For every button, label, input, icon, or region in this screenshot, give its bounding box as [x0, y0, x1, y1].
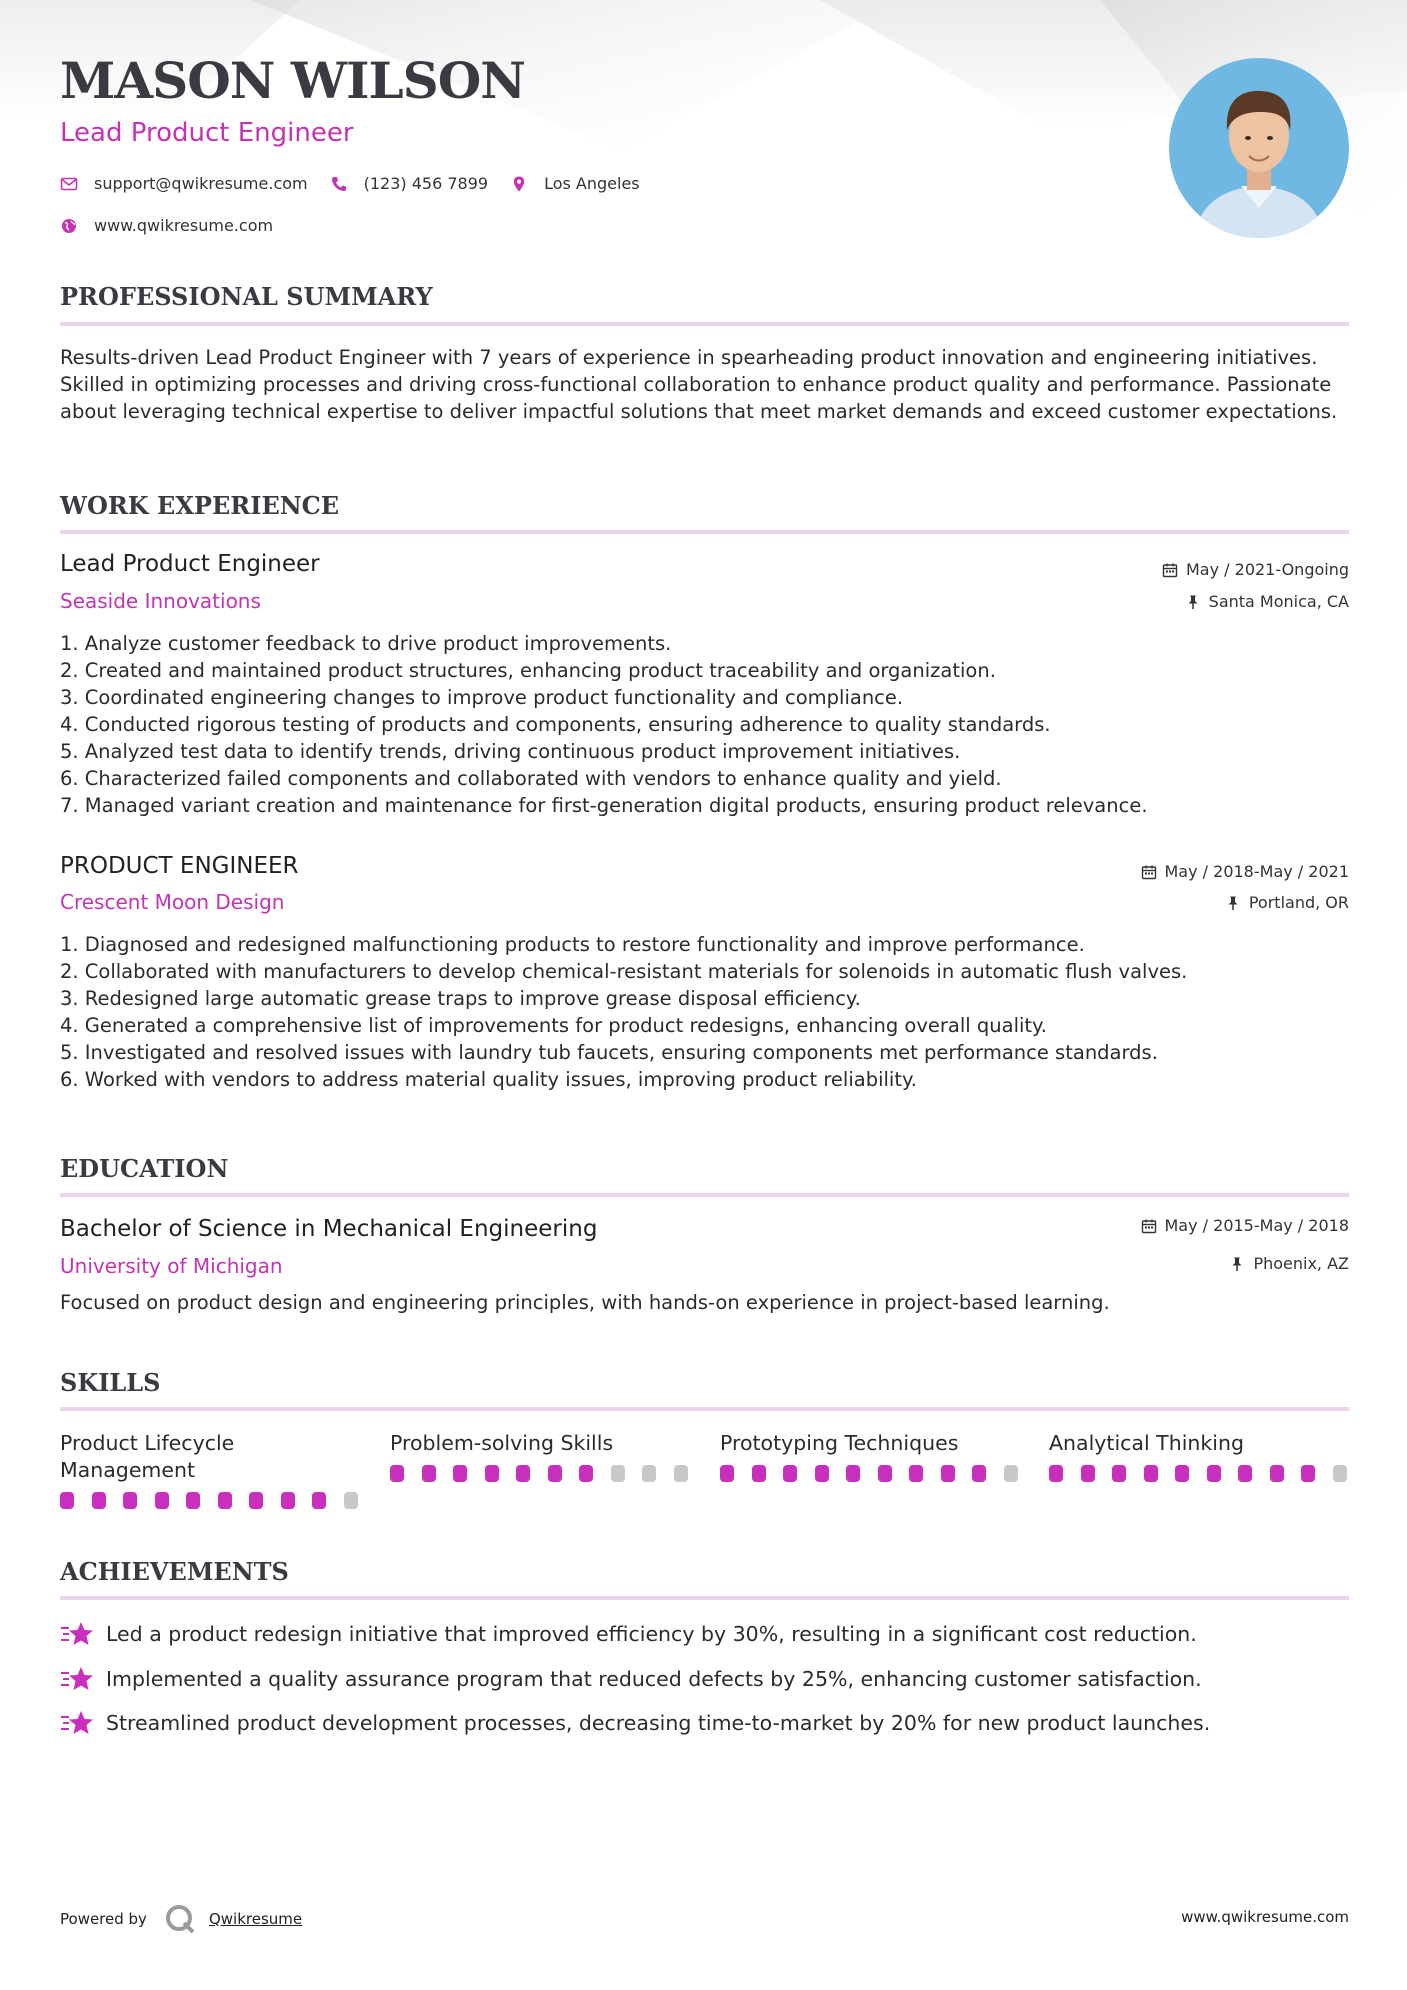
- skill-rating: [390, 1465, 705, 1482]
- education-location: [1229, 1256, 1349, 1272]
- rating-dot-filled: [846, 1465, 860, 1482]
- list-item: 3. Redesigned large automatic grease traps to improve grease disposal efficiency.: [60, 987, 861, 1010]
- rating-dot-filled: [815, 1465, 829, 1482]
- rating-dot-filled: [909, 1465, 923, 1482]
- phone-text: (123) 456 7899: [363, 174, 489, 193]
- job-dates: [1162, 562, 1349, 578]
- star-icon: [60, 1620, 94, 1648]
- job-location-text: Santa Monica, CA: [1208, 592, 1349, 611]
- job-title: Lead Product Engineer: [60, 551, 320, 577]
- education-dates-text: May / 2015-May / 2018: [1164, 1216, 1349, 1235]
- star-icon: [60, 1709, 94, 1737]
- education-location-text: Phoenix, AZ: [1253, 1254, 1349, 1273]
- qwikresume-logo-icon: [163, 1902, 197, 1936]
- job-dates: [1141, 864, 1350, 880]
- rating-dot-filled: [1081, 1465, 1095, 1482]
- rating-dot-filled: [972, 1465, 986, 1482]
- rating-dot-filled: [453, 1465, 467, 1482]
- rating-dot-filled: [1112, 1465, 1126, 1482]
- education-description: Focused on product design and engineering principles, with hands-on experience in project-based learning.: [60, 1291, 1110, 1314]
- rating-dot-filled: [312, 1492, 326, 1509]
- rating-dot-filled: [186, 1492, 200, 1509]
- calendar-icon: [1162, 562, 1178, 578]
- rating-dot-empty: [1004, 1465, 1018, 1482]
- education-dates: [1141, 1218, 1350, 1234]
- section-divider: [60, 1193, 1349, 1197]
- list-item: 2. Created and maintained product structures, enhancing product traceability and organization.: [60, 659, 996, 682]
- pushpin-icon: [1229, 1256, 1245, 1272]
- job-location: [1225, 895, 1349, 911]
- phone-icon: [330, 175, 348, 193]
- section-divider: [60, 322, 1349, 326]
- job-company: Seaside Innovations: [60, 589, 261, 613]
- skill-name: Problem-solving Skills: [390, 1431, 614, 1455]
- job-company: Crescent Moon Design: [60, 890, 285, 914]
- skill-item: [60, 1430, 360, 1484]
- location-text: Los Angeles: [544, 174, 640, 193]
- skill-rating: [60, 1492, 375, 1509]
- achievement-item: [60, 1620, 1197, 1648]
- list-item: 7. Managed variant creation and maintenance for first-generation digital products, ensuring product relevance.: [60, 794, 1148, 817]
- contact-website[interactable]: [60, 216, 273, 235]
- powered-by-label: Powered by: [60, 1910, 147, 1928]
- rating-dot-filled: [485, 1465, 499, 1482]
- qwikresume-link[interactable]: Qwikresume: [208, 1910, 303, 1928]
- job-location: [1185, 594, 1349, 610]
- rating-dot-empty: [674, 1465, 688, 1482]
- list-item: 6. Characterized failed components and collaborated with vendors to enhance quality and yield.: [60, 767, 1002, 790]
- section-divider: [60, 1596, 1349, 1600]
- rating-dot-filled: [752, 1465, 766, 1482]
- achievement-text: Led a product redesign initiative that improved efficiency by 30%, resulting in a significant cost reduction.: [106, 1622, 1197, 1646]
- rating-dot-filled: [1301, 1465, 1315, 1482]
- education-heading: EDUCATION: [60, 1154, 229, 1183]
- calendar-icon: [1141, 864, 1157, 880]
- footer-website[interactable]: www.qwikresume.com: [1181, 1908, 1349, 1926]
- skill-name: Analytical Thinking: [1049, 1431, 1244, 1455]
- rating-dot-filled: [249, 1492, 263, 1509]
- list-item: 5. Investigated and resolved issues with laundry tub faucets, ensuring components met performance standards.: [60, 1041, 1158, 1064]
- rating-dot-filled: [1049, 1465, 1063, 1482]
- rating-dot-empty: [642, 1465, 656, 1482]
- skill-name: Product Lifecycle Management: [60, 1431, 235, 1482]
- rating-dot-filled: [155, 1492, 169, 1509]
- pushpin-icon: [1185, 594, 1201, 610]
- website-text: www.qwikresume.com: [94, 216, 274, 235]
- achievement-item: [60, 1665, 1202, 1693]
- section-divider: [60, 1407, 1349, 1411]
- list-item: 4. Generated a comprehensive list of improvements for product redesigns, enhancing overall quality.: [60, 1014, 1048, 1037]
- rating-dot-empty: [611, 1465, 625, 1482]
- rating-dot-filled: [1175, 1465, 1189, 1482]
- section-divider: [60, 530, 1349, 534]
- rating-dot-empty: [1333, 1465, 1347, 1482]
- contact-row: [60, 174, 662, 193]
- contact-phone[interactable]: [330, 174, 488, 193]
- skill-name: Prototyping Techniques: [720, 1431, 959, 1455]
- list-item: 6. Worked with vendors to address material quality issues, improving product reliability.: [60, 1068, 917, 1091]
- experience-heading: WORK EXPERIENCE: [60, 491, 340, 520]
- list-item: 3. Coordinated engineering changes to improve product functionality and compliance.: [60, 686, 904, 709]
- summary-heading: PROFESSIONAL SUMMARY: [60, 282, 433, 311]
- skills-heading: SKILLS: [60, 1368, 161, 1397]
- map-pin-icon: [510, 175, 528, 193]
- rating-dot-filled: [390, 1465, 404, 1482]
- rating-dot-filled: [92, 1492, 106, 1509]
- pushpin-icon: [1225, 895, 1241, 911]
- globe-icon: [60, 217, 78, 235]
- skill-item: [1049, 1430, 1349, 1484]
- achievement-text: Streamlined product development processes, decreasing time-to-market by 20% for new product launches.: [106, 1711, 1211, 1735]
- candidate-name: MASON WILSON: [60, 51, 525, 110]
- job-bullets: [60, 931, 1349, 1093]
- rating-dot-filled: [1270, 1465, 1284, 1482]
- list-item: 2. Collaborated with manufacturers to develop chemical-resistant materials for solenoids in automatic flush valves.: [60, 960, 1188, 983]
- rating-dot-filled: [579, 1465, 593, 1482]
- rating-dot-filled: [1144, 1465, 1158, 1482]
- email-text: support@qwikresume.com: [94, 174, 308, 193]
- rating-dot-filled: [941, 1465, 955, 1482]
- rating-dot-filled: [783, 1465, 797, 1482]
- envelope-icon: [60, 175, 78, 193]
- job-bullets: [60, 630, 1349, 819]
- rating-dot-filled: [548, 1465, 562, 1482]
- calendar-icon: [1141, 1218, 1157, 1234]
- summary-text: Results-driven Lead Product Engineer with 7 years of experience in spearheading product innovation and engineering initiatives. Skilled in optimizing processes and driving cross-functional collaboration to enhance product quality and performance. Passionate about leveraging technical expertise to deliver impactful solutions that meet market demands and exceed customer expectations.: [60, 346, 1338, 423]
- job-dates-text: May / 2018-May / 2021: [1164, 862, 1349, 881]
- job-dates-text: May / 2021-Ongoing: [1186, 560, 1349, 579]
- contact-email[interactable]: [60, 174, 308, 193]
- skill-item: [390, 1430, 690, 1484]
- rating-dot-filled: [218, 1492, 232, 1509]
- rating-dot-filled: [123, 1492, 137, 1509]
- rating-dot-filled: [720, 1465, 734, 1482]
- rating-dot-filled: [60, 1492, 74, 1509]
- profile-photo: [1169, 58, 1349, 238]
- list-item: 1. Analyze customer feedback to drive product improvements.: [60, 632, 672, 655]
- rating-dot-filled: [516, 1465, 530, 1482]
- achievement-item: [60, 1709, 1210, 1737]
- star-icon: [60, 1665, 94, 1693]
- job-title: PRODUCT ENGINEER: [60, 853, 299, 879]
- school-name: University of Michigan: [60, 1254, 283, 1278]
- skill-item: [720, 1430, 1020, 1484]
- list-item: 4. Conducted rigorous testing of products and components, ensuring adherence to quality standards.: [60, 713, 1051, 736]
- rating-dot-filled: [878, 1465, 892, 1482]
- contact-row-website: [60, 216, 295, 235]
- achievement-text: Implemented a quality assurance program that reduced defects by 25%, enhancing customer satisfaction.: [106, 1667, 1202, 1691]
- skill-rating: [720, 1465, 1035, 1482]
- rating-dot-filled: [281, 1492, 295, 1509]
- degree-title: Bachelor of Science in Mechanical Engineering: [60, 1216, 598, 1242]
- achievements-heading: ACHIEVEMENTS: [60, 1557, 289, 1586]
- rating-dot-filled: [422, 1465, 436, 1482]
- contact-location: [510, 174, 640, 193]
- skill-rating: [1049, 1465, 1364, 1482]
- list-item: 5. Analyzed test data to identify trends, driving continuous product improvement initiatives.: [60, 740, 961, 763]
- footer-powered-by: [60, 1902, 302, 1936]
- rating-dot-filled: [1238, 1465, 1252, 1482]
- job-location-text: Portland, OR: [1248, 893, 1349, 912]
- rating-dot-empty: [344, 1492, 358, 1509]
- list-item: 1. Diagnosed and redesigned malfunctioning products to restore functionality and improve performance.: [60, 933, 1085, 956]
- rating-dot-filled: [1207, 1465, 1221, 1482]
- candidate-title: Lead Product Engineer: [60, 118, 354, 148]
